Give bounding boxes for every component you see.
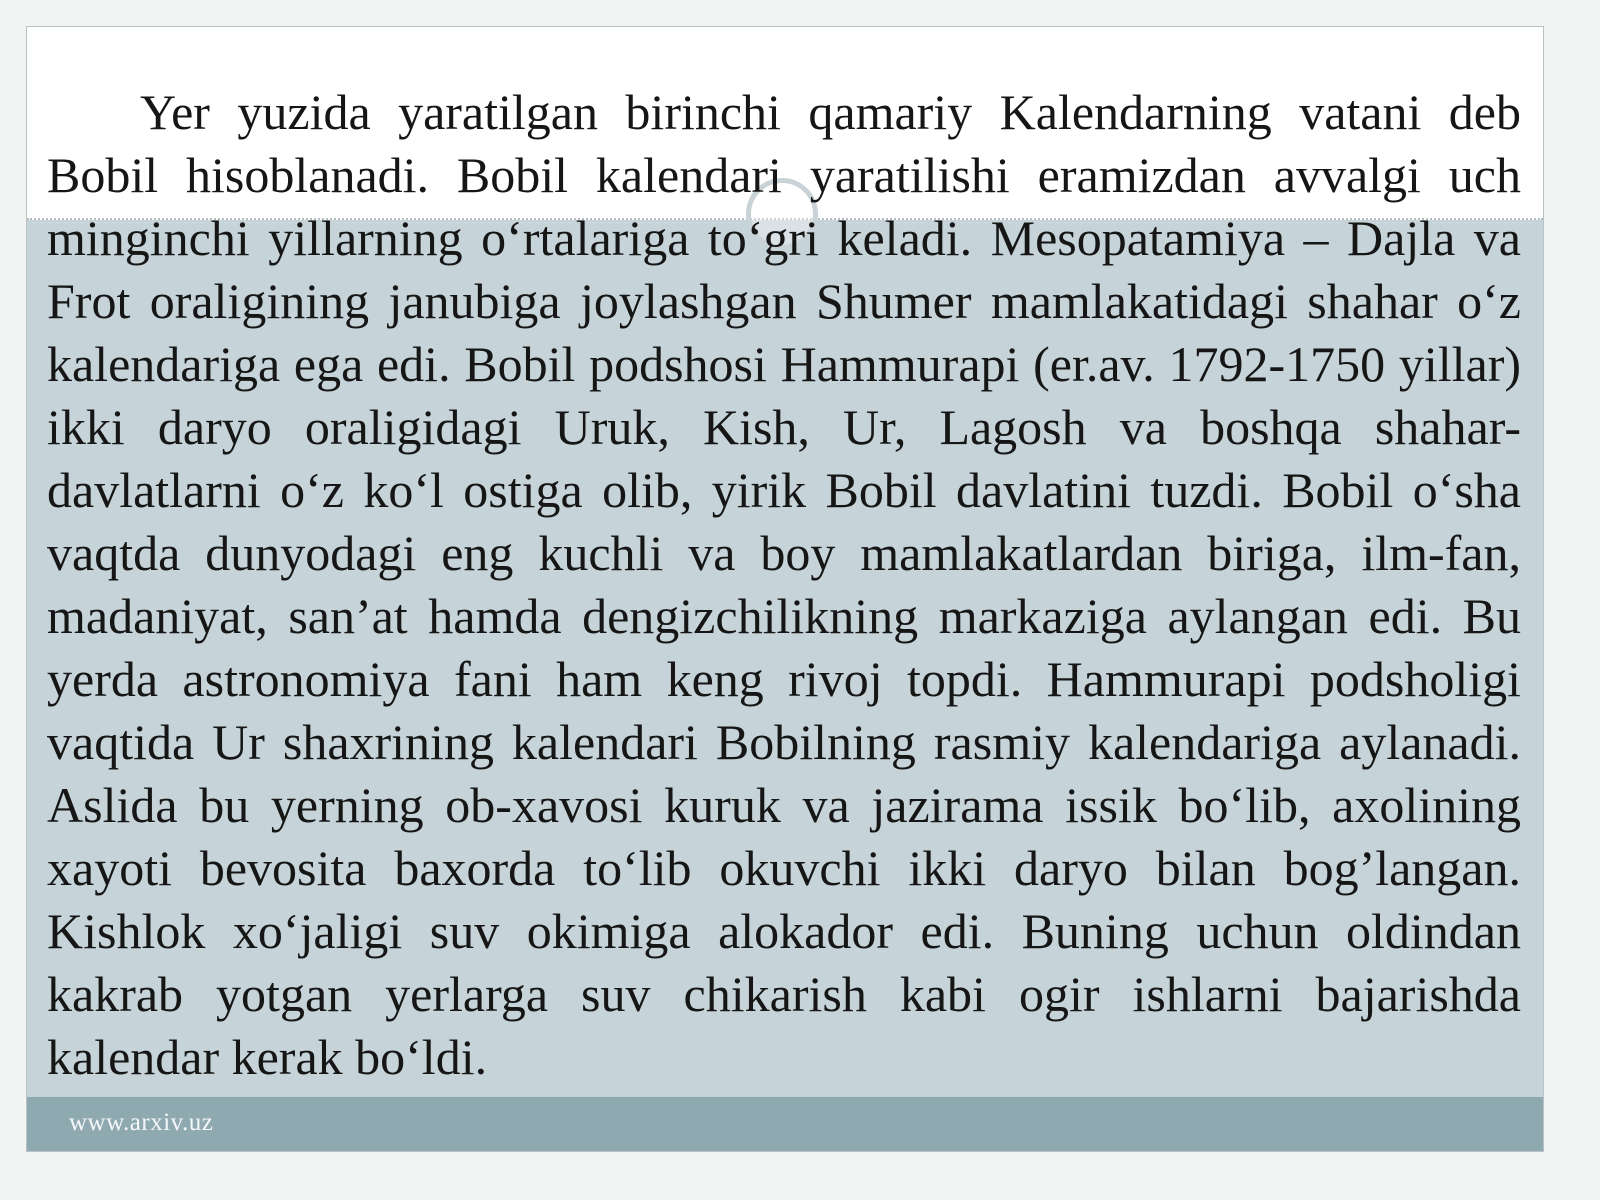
footer-website-link[interactable]: www.arxiv.uz xyxy=(69,1109,214,1136)
footer-bar xyxy=(27,1097,1543,1151)
slide xyxy=(26,26,1544,1152)
body-paragraph: Yer yuzida yaratilgan birinchi qamariy Kalendarning vatani deb Bobil hisoblanadi. Bobil kalendari yaratilishi eramizdan avvalgi uch minginchi yillarning o‘rtalariga to‘gri keladi. Mesopatamiya – Dajla va Frot oraligining janubiga joylashgan Shumer mamlakatidagi shahar o‘z kalendariga ega edi. Bobil podshosi Hammurapi (er.av. 1792-1750 yillar) ikki daryo oraligidagi Uruk, Kish, Ur, Lagosh va boshqa shahar-davlatlarni o‘z ko‘l ostiga olib, yirik Bobil davlatini tuzdi. Bobil o‘sha vaqtda dunyodagi eng kuchli va boy mamlakatlardan biriga, ilm-fan, madaniyat, san’at hamda dengizchilikning markaziga aylangan edi. Bu yerda astronomiya fani ham keng rivoj topdi. Hammurapi podsholigi vaqtida Ur shaxrining kalendari Bobilning rasmiy kalendariga aylanadi. Aslida bu yerning ob-xavosi kuruk va jazirama issik bo‘lib, axolining xayoti bevosita baxorda to‘lib okuvchi ikki daryo bilan bog’langan. Kishlok xo‘jaligi suv okimiga alokador edi. Buning uchun oldindan kakrab yotgan yerlarga suv chikarish kabi ogir ishlarni bajarishda kalendar kerak bo‘ldi. xyxy=(47,84,1521,1085)
